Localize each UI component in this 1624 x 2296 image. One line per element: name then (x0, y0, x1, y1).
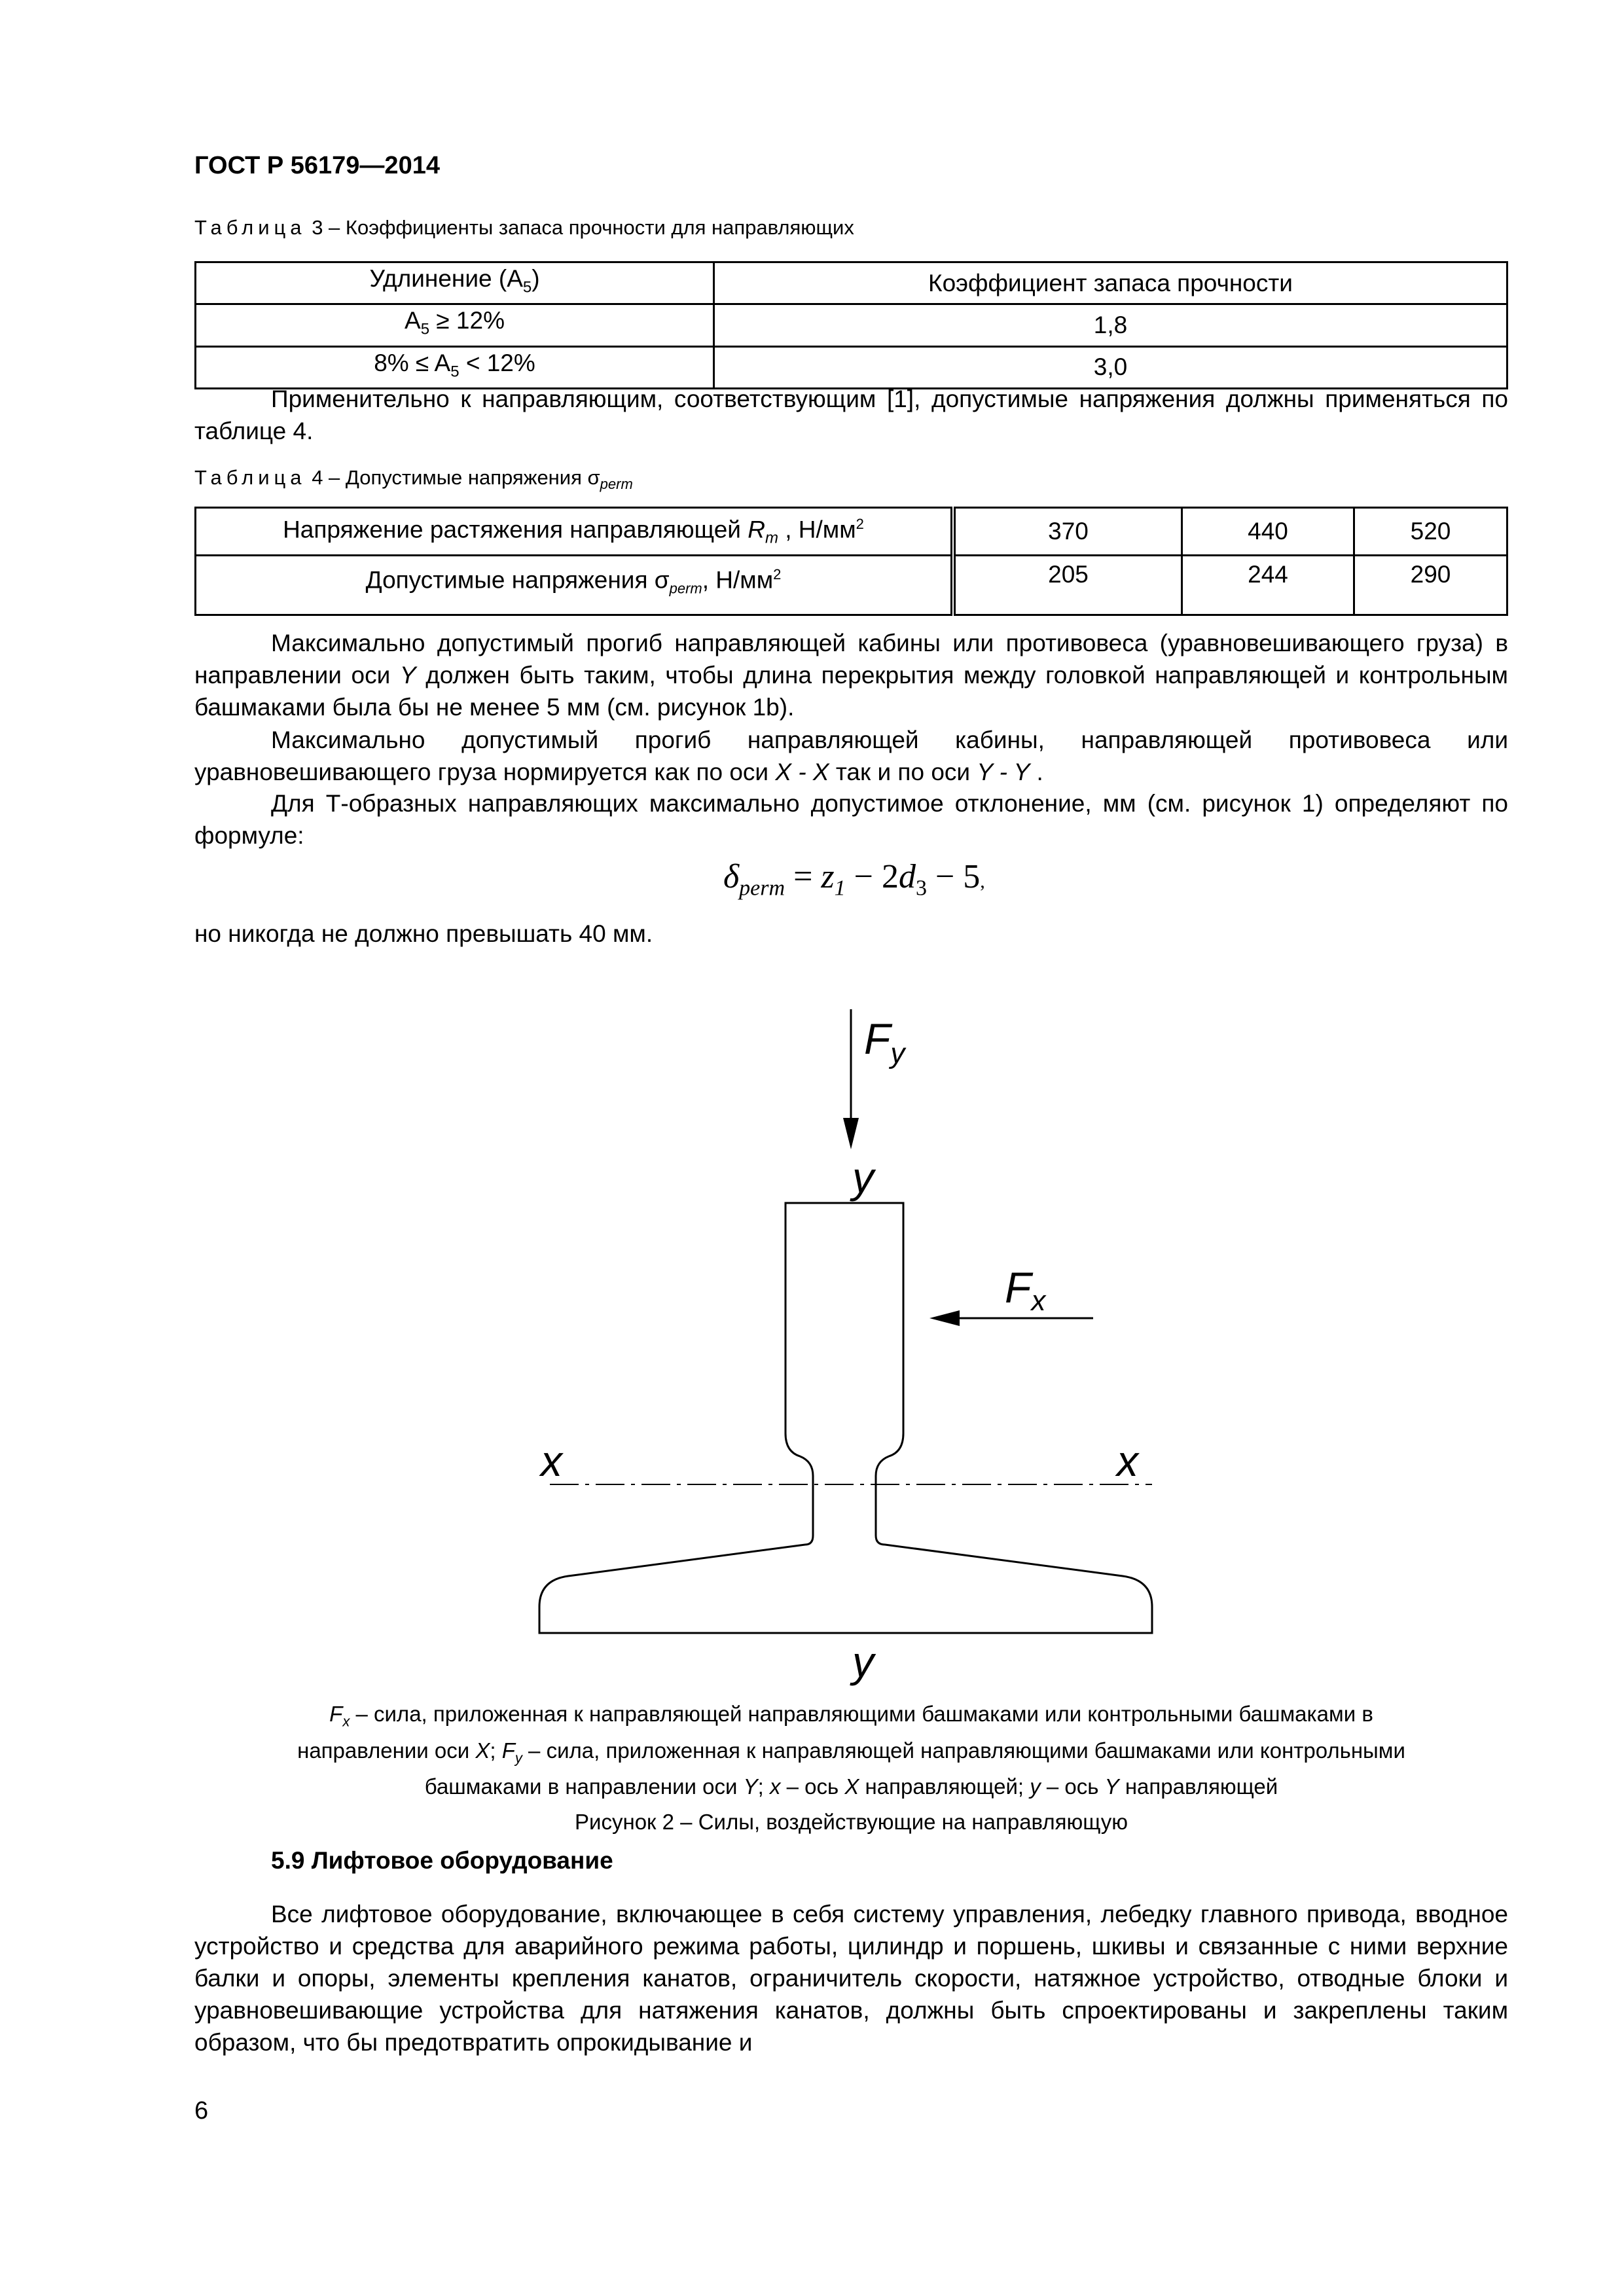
table4-cell: 205 (953, 555, 1182, 615)
y-axis-bottom-label: y (852, 1638, 874, 1686)
figure-legend-line-2: направлении оси X; $F_y$ – сила, приложенная к направляющей направляющими башмаками или контрольными (297, 1738, 1405, 1767)
table4-caption-text: 4 – Допустимые напряжения σ (312, 466, 600, 489)
fy-label: $F_y$ (864, 1014, 905, 1069)
section-title: 5.9 Лифтовое оборудование (271, 1847, 613, 1874)
paragraph-2: Максимально допустимый прогиб направляющей кабины или противовеса (уравновешивающего груза) в направлении оси Y должен быть таким, чтобы длина перекрытия между головкой направляющей и контрольным башмаками была бы не менее 5 мм (см. рисунок 1b). (194, 630, 1508, 721)
deflection-formula: $\delta_{perm} = z_1 - 2d_3 - 5$, (723, 858, 985, 901)
table-row (196, 346, 1507, 388)
table4-cell: 440 (1182, 508, 1354, 556)
table3-header-elongation: Удлинение $(A_5)$ (196, 262, 714, 304)
table-row (196, 508, 1507, 556)
table3-label: Таблица (194, 216, 306, 239)
figure-legend (194, 1700, 1508, 1801)
paragraph-6: Все лифтовое оборудование, включающее в себя систему управления, лебедку главного привода, вводное устройство и средства для аварийного режима работы, цилиндр и поршень, шкивы и связанные с ними верхние балки и опоры, элементы крепления канатов, ограничитель скорости, натяжное устройство, отводные блоки и уравновешивающие устройства для натяжения канатов, должны быть спроектированы и закреплены таким образом, что бы предотвратить опрокидывание и (194, 1901, 1508, 2056)
table-row (196, 555, 1507, 615)
page-number: 6 (194, 2097, 209, 2125)
table3 (194, 261, 1508, 389)
paragraph-5: но никогда не должно превышать 40 мм. (194, 920, 653, 947)
table4-cell: 370 (953, 508, 1182, 556)
figure-caption: Рисунок 2 – Силы, воздействующие на направляющую (575, 1810, 1128, 1834)
table3-header-coefficient: Коэффициент запаса прочности (714, 262, 1507, 304)
table3-cell-value: 1,8 (714, 304, 1507, 346)
table4-cell: 244 (1182, 555, 1354, 615)
fx-label: Fx (1005, 1263, 1046, 1317)
table4-cell: 290 (1354, 555, 1507, 615)
table3-cell-elongation: $8\% \le A_5 < 12\%$ (196, 346, 714, 388)
y-axis-top-label: y (852, 1153, 874, 1202)
guide-rail-figure (511, 995, 1178, 1689)
figure-legend-line-3: башмаками в направлении оси Y; x – ось X направляющей; y – ось Y направляющей (424, 1774, 1278, 1799)
paragraph-1: Применительно к направляющим, соответствующим [1], допустимые напряжения должны применяться по таблице 4. (194, 386, 1508, 444)
table4-row1-label: Напряжение растяжения направляющей $R_m$ , $Н/мм^2$ (196, 508, 954, 556)
x-axis-right-label: x (1117, 1437, 1138, 1485)
table3-caption (194, 216, 854, 240)
fy-arrow-head (843, 1118, 859, 1149)
fx-arrow-head (929, 1310, 960, 1326)
figure-legend-line-1: $F_x$ – сила, приложенная к направляющей направляющими башмаками или контрольными башмаками в (329, 1702, 1373, 1730)
paragraph-4: Для Т-образных направляющих максимально допустимое отклонение, мм (см. рисунок 1) определяют по формуле: (194, 790, 1508, 849)
t-rail-profile (539, 1203, 1152, 1633)
table3-cell-elongation: $A_5 \ge 12\%$ (196, 304, 714, 346)
document-header: ГОСТ Р 56179—2014 (194, 152, 440, 179)
table4-caption: Таблица 4 – Допустимые напряжения $\sigma_{perm}$ (194, 466, 633, 493)
table4 (194, 507, 1508, 616)
table3-caption-text: 3 – Коэффициенты запаса прочности для направляющих (312, 216, 854, 239)
table4-label: Таблица (194, 466, 306, 489)
x-axis-left-label: x (541, 1437, 562, 1485)
table3-cell-value: 3,0 (714, 346, 1507, 388)
table4-cell: 520 (1354, 508, 1507, 556)
table4-row2-label: Допустимые напряжения $\sigma_{perm}$, $Н/мм^2$ (196, 555, 954, 615)
table-row (196, 262, 1507, 304)
paragraph-3: Максимально допустимый прогиб направляющей кабины, направляющей противовеса или уравновешивающего груза нормируется как по оси X - X так и по оси Y - Y . (194, 726, 1508, 785)
table-row (196, 304, 1507, 346)
